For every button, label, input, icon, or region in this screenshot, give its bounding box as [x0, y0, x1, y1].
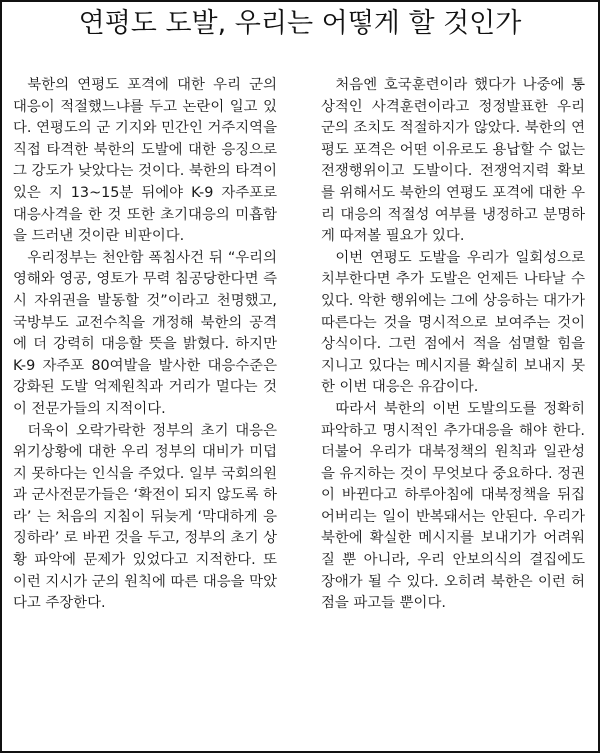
paragraph: 북한의 연평도 포격에 대한 우리 군의 대응이 적절했느냐를 두고 논란이 일고 있다. 연평도의 군 기지와 민간인 거주지역을 직접 타격한 북한의 도발에 대한 응징으로 그 강도가 낮았다는 것이다. 북한의 타격이 있은 지 13~15분 뒤에야 K-9 자주포로 대응사격을 한 것 또한 초기대응의 미흡함을 드러낸 것이란 비판이다.: [13, 77, 277, 245]
paragraph: 처음엔 호국훈련이라 했다가 나중에 통상적인 사격훈련이라고 정정발표한 우리 군의 조치도 적절하지가 않았다. 북한의 연평도 포격은 어떤 이유로도 용납할 수 없는 전쟁행위이고 도발이다. 전쟁억지력 확보를 위해서도 북한의 연평도 포격에 대한 우리 대응의 적절성 여부를 냉정하고 분명하게 따져볼 필요가 있다.: [321, 77, 585, 245]
paragraph: 이번 연평도 도발을 우리가 일회성으로 치부한다면 추가 도발은 언제든 나타날 수 있다. 악한 행위에는 그에 상응하는 대가가 따른다는 것을 명시적으로 보여주는 것이 상식이다. 그런 점에서 적을 섬멸할 힘을 지니고 있다는 메시지를 확실히 보내지 못한 이번 대응은 유감이다.: [321, 249, 585, 396]
left-column: [13, 75, 277, 615]
paragraph: 더욱이 오락가락한 정부의 초기 대응은 위기상황에 대한 우리 정부의 대비가 미덥지 못하다는 인식을 주었다. 일부 국회의원과 군사전문가들은 ‘확전이 되지 않도록 하라’ 는 처음의 지침이 뒤늦게 ‘막대하게 응징하라’ 로 바뀐 것을 두고, 정부의 초기 상황 파악에 문제가 있었다고 지적한다. 또 이런 지시가 군의 원칙에 따른 대응을 막았다고 주장한다.: [13, 422, 277, 612]
paragraph: 우리정부는 천안함 폭침사건 뒤 “우리의 영해와 영공, 영토가 무력 침공당한다면 즉시 자위권을 발동할 것”이라고 천명했고, 국방부도 교전수칙을 개정해 북한의 공격에 더 강력히 대응할 뜻을 밝혔다. 하지만 K-9 자주포 80여발을 발사한 대응수준은 강화된 도발 억제원칙과 거리가 멀다는 것이 전문가들의 지적이다.: [13, 249, 277, 417]
paragraph: 따라서 북한의 이번 도발의도를 정확히 파악하고 명시적인 추가대응을 해야 한다. 더불어 우리가 대북정책의 원칙과 일관성을 유지하는 것이 무엇보다 중요하다. 정권이 바뀐다고 하루아침에 대북정책을 뒤집어버리는 일이 반복돼서는 안된다. 우리가 북한에 확실한 메시지를 보내기가 어려워질 뿐 아니라, 우리 안보의식의 결집에도 장애가 될 수 있다. 오히려 북한은 이런 허점을 파고들 뿐이다.: [321, 400, 585, 612]
article-title: 연평도 도발, 우리는 어떻게 할 것인가: [78, 8, 522, 39]
right-column: [321, 75, 585, 615]
